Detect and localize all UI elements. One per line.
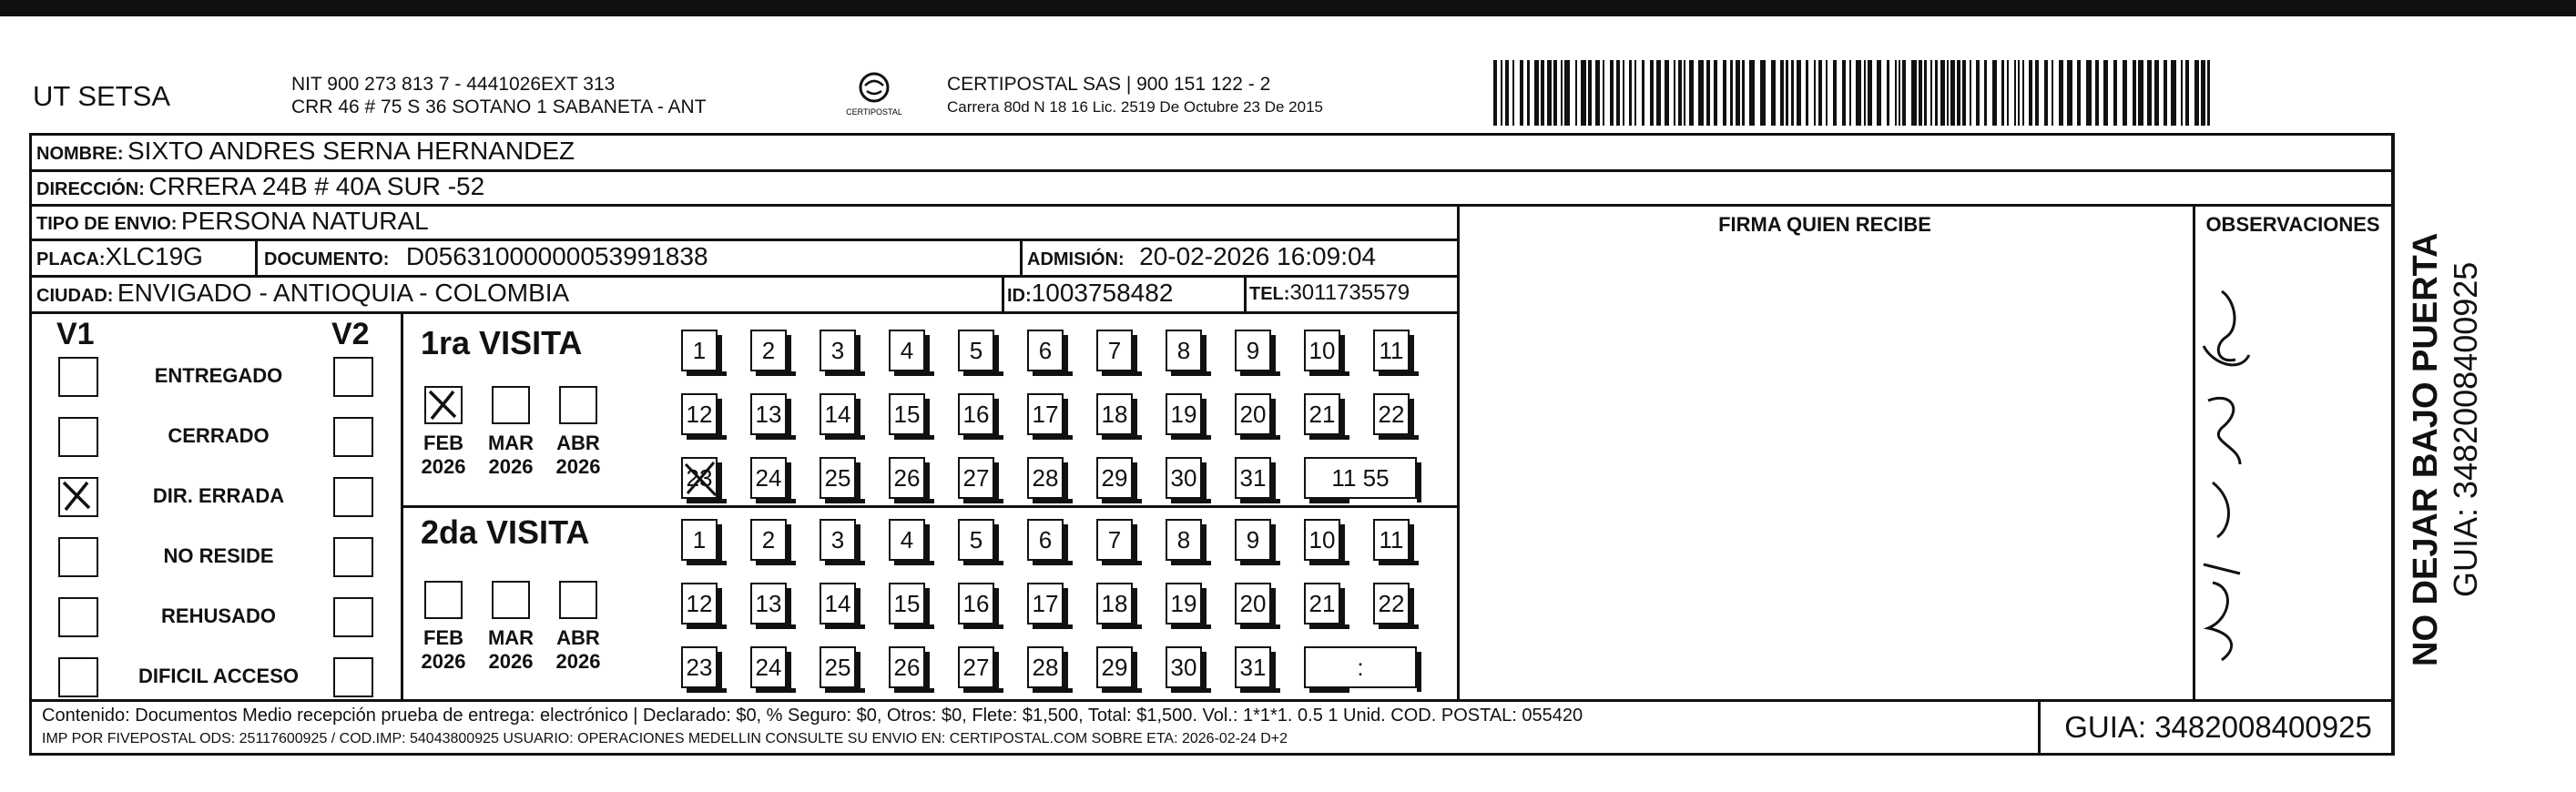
visit2-day-cell[interactable]: 16: [958, 583, 994, 624]
visit2-year-label: 2026: [421, 650, 466, 673]
visit2-day-cell[interactable]: 28: [1027, 646, 1064, 688]
visit1-day-cell[interactable]: 11: [1373, 330, 1410, 371]
rule-id-tel: [1244, 275, 1247, 311]
tipo-envio-label: TIPO DE ENVIO:: [36, 214, 178, 234]
status-checkbox-v2[interactable]: [333, 597, 373, 637]
visit2-day-cell[interactable]: 7: [1096, 519, 1133, 561]
nombre-label: NOMBRE:: [36, 144, 124, 164]
check-x-icon: [426, 388, 459, 421]
certipostal-logo: [838, 69, 911, 120]
visit1-day-cell[interactable]: 7: [1096, 330, 1133, 371]
visit1-day-cell[interactable]: 5: [958, 330, 994, 371]
documento-label: DOCUMENTO:: [264, 249, 390, 269]
footer-guia: GUIA: 3482008400925: [2064, 710, 2372, 744]
visit1-day-cell[interactable]: 13: [750, 393, 787, 435]
visit2-month-label: FEB: [423, 626, 463, 649]
visit2-day-cell[interactable]: 26: [889, 646, 925, 688]
visit2-time-box[interactable]: :: [1304, 646, 1417, 688]
visit2-title: 2da VISITA: [421, 513, 590, 551]
visit2-day-cell[interactable]: 24: [750, 646, 787, 688]
visit2-day-cell[interactable]: 15: [889, 583, 925, 624]
visit1-day-cell[interactable]: 28: [1027, 457, 1064, 499]
status-checkbox-v2[interactable]: [333, 417, 373, 457]
visit1-day-cell[interactable]: 3: [820, 330, 856, 371]
logo-text: CERTIPOSTAL: [846, 107, 902, 117]
admision-field: [1027, 242, 1376, 271]
ciudad-value: ENVIGADO - ANTIOQUIA - COLOMBIA: [117, 279, 570, 307]
visit2-year-label: 2026: [488, 650, 534, 673]
visit2-day-cell[interactable]: 11: [1373, 519, 1410, 561]
visit2-day-cell[interactable]: 5: [958, 519, 994, 561]
tipo-envio-field: [36, 207, 429, 236]
check-x-icon: [683, 459, 719, 499]
visit1-day-cell[interactable]: 25: [820, 457, 856, 499]
status-checkbox-v1[interactable]: [58, 477, 98, 517]
ciudad-label: CIUDAD:: [36, 286, 114, 306]
visit1-day-cell[interactable]: 8: [1166, 330, 1202, 371]
visit1-day-cell[interactable]: 26: [889, 457, 925, 499]
rule-visits: [401, 505, 1457, 508]
company-nit: [291, 73, 707, 118]
rule-ciudad: [29, 311, 1457, 314]
visit1-day-cell[interactable]: 19: [1166, 393, 1202, 435]
status-checkbox-v1[interactable]: [58, 657, 98, 697]
visit2-day-cell[interactable]: 14: [820, 583, 856, 624]
nit-line-2: CRR 46 # 75 S 36 SOTANO 1 SABANETA - ANT: [291, 96, 707, 117]
visit2-day-cell[interactable]: 20: [1235, 583, 1271, 624]
v1-header: V1: [56, 317, 95, 351]
direccion-label: DIRECCIÓN:: [36, 179, 145, 199]
visit1-day-cell[interactable]: 10: [1304, 330, 1340, 371]
visit2-day-cell[interactable]: 29: [1096, 646, 1133, 688]
tipo-envio-value: PERSONA NATURAL: [180, 207, 429, 235]
visit1-year-label: 2026: [421, 455, 466, 478]
firma-header: FIRMA QUIEN RECIBE: [1718, 213, 1931, 236]
visit2-day-cell[interactable]: 13: [750, 583, 787, 624]
status-label: REHUSADO: [161, 604, 276, 627]
status-label: DIR. ERRADA: [152, 484, 285, 507]
visit1-day-cell[interactable]: 30: [1166, 457, 1202, 499]
visit2-month-box-feb[interactable]: [424, 581, 463, 619]
visit1-month-label: FEB: [423, 432, 463, 454]
visit1-day-cell[interactable]: 29: [1096, 457, 1133, 499]
status-checkbox-v1[interactable]: [58, 597, 98, 637]
status-checkbox-v1[interactable]: [58, 357, 98, 397]
signature-drawing: [2185, 273, 2267, 674]
placa-label: PLACA:: [36, 249, 106, 269]
visit1-day-cell[interactable]: 20: [1235, 393, 1271, 435]
nombre-field: [36, 137, 575, 166]
visit1-month-box-abr[interactable]: [559, 386, 597, 424]
visit2-day-cell[interactable]: 23: [681, 646, 718, 688]
check-x-icon: [60, 479, 93, 512]
visit2-month-label: ABR: [556, 626, 600, 649]
visit2-day-cell[interactable]: 9: [1235, 519, 1271, 561]
visit1-day-cell[interactable]: 14: [820, 393, 856, 435]
id-label: ID:: [1007, 286, 1032, 306]
visit1-day-cell[interactable]: 23: [681, 457, 718, 499]
visit1-month-box-feb[interactable]: [424, 386, 463, 424]
documento-value: D05631000000053991838: [405, 242, 708, 270]
status-checkbox-v2[interactable]: [333, 657, 373, 697]
visit2-month-box-abr[interactable]: [559, 581, 597, 619]
visit1-day-cell[interactable]: 12: [681, 393, 718, 435]
visit2-day-cell[interactable]: 10: [1304, 519, 1340, 561]
rule-firma-left: [1457, 204, 1460, 699]
ciudad-field: [36, 279, 569, 308]
visit2-day-cell[interactable]: 3: [820, 519, 856, 561]
top-edge-bar: [0, 0, 2576, 16]
visit2-day-cell[interactable]: 22: [1373, 583, 1410, 624]
visit2-year-label: 2026: [555, 650, 601, 673]
visit1-day-cell[interactable]: 31: [1235, 457, 1271, 499]
visit2-day-cell[interactable]: 18: [1096, 583, 1133, 624]
observaciones-header: OBSERVACIONES: [2205, 213, 2380, 236]
visit1-day-cell[interactable]: 18: [1096, 393, 1133, 435]
cert-line-1: CERTIPOSTAL SAS | 900 151 122 - 2: [947, 74, 1271, 95]
visit2-day-cell[interactable]: 12: [681, 583, 718, 624]
visit2-day-cell[interactable]: 30: [1166, 646, 1202, 688]
side-warning: NO DEJAR BAJO PUERTA: [2407, 232, 2445, 666]
placa-field: [36, 242, 203, 271]
direccion-field: [36, 172, 484, 201]
company-name: UT SETSA: [33, 80, 171, 112]
tel-label: TEL:: [1249, 284, 1290, 304]
side-guia: GUIA: 3482008400925: [2447, 261, 2484, 597]
visit1-month-label: ABR: [556, 432, 600, 454]
visit1-day-cell[interactable]: 9: [1235, 330, 1271, 371]
rule-obs-right: [2391, 133, 2394, 756]
rule-placa-doc: [255, 239, 258, 275]
admision-label: ADMISIÓN:: [1027, 249, 1125, 269]
visit2-day-cell[interactable]: 4: [889, 519, 925, 561]
rule-status-right: [401, 311, 403, 699]
status-checkbox-v2[interactable]: [333, 477, 373, 517]
rule-doc-adm: [1020, 239, 1023, 275]
nit-line-1: NIT 900 273 813 7 - 4441026EXT 313: [291, 74, 616, 95]
visit1-day-cell[interactable]: 16: [958, 393, 994, 435]
status-label: CERRADO: [168, 424, 270, 447]
visit2-day-cell[interactable]: 21: [1304, 583, 1340, 624]
status-checkbox-v2[interactable]: [333, 537, 373, 577]
footer-line-1: Contenido: Documentos Medio recepción prueba de entrega: electrónico | Declarado: $0, % Seguro: $0, Otros: $0, Flete: $1,500, Total: $1,500. Vol.: 1*1*1. 0.5 1 Unid. COD. POSTAL: 055420: [42, 706, 1583, 726]
visit1-day-cell[interactable]: 2: [750, 330, 787, 371]
rule-tipo: [29, 239, 1457, 241]
barcode: [1493, 60, 2213, 126]
visit1-day-cell[interactable]: 22: [1373, 393, 1410, 435]
visit2-day-cell[interactable]: 8: [1166, 519, 1202, 561]
visit1-month-label: MAR: [487, 432, 535, 454]
visit1-title: 1ra VISITA: [421, 324, 583, 361]
visit1-month-box-mar[interactable]: [492, 386, 530, 424]
rule-footer-guia: [2038, 699, 2041, 756]
visit2-day-cell[interactable]: 1: [681, 519, 718, 561]
visit1-year-label: 2026: [488, 455, 534, 478]
admision-value: 20-02-2026 16:09:04: [1139, 242, 1377, 270]
visit1-day-cell[interactable]: 4: [889, 330, 925, 371]
id-field: [1007, 279, 1173, 308]
status-checkbox-v1[interactable]: [58, 417, 98, 457]
rule-placa: [29, 275, 1457, 278]
visit2-day-cell[interactable]: 2: [750, 519, 787, 561]
rule-ciudad-id: [1002, 275, 1004, 311]
certipostal-info: [947, 73, 1323, 118]
visit2-day-cell[interactable]: 27: [958, 646, 994, 688]
visit2-day-cell[interactable]: 25: [820, 646, 856, 688]
visit2-day-cell[interactable]: 6: [1027, 519, 1064, 561]
visit2-day-cell[interactable]: 31: [1235, 646, 1271, 688]
documento-field: [264, 242, 708, 271]
visit1-day-cell[interactable]: 27: [958, 457, 994, 499]
visit1-year-label: 2026: [555, 455, 601, 478]
tel-value: 3011735579: [1289, 280, 1410, 305]
status-checkbox-v1[interactable]: [58, 537, 98, 577]
visit2-month-box-mar[interactable]: [492, 581, 530, 619]
status-label: NO RESIDE: [163, 544, 274, 567]
visit1-day-cell[interactable]: 24: [750, 457, 787, 499]
cert-line-2: Carrera 80d N 18 16 Lic. 2519 De Octubre 23 De 2015: [947, 98, 1323, 116]
visit1-day-cell[interactable]: 6: [1027, 330, 1064, 371]
visit1-day-cell[interactable]: 15: [889, 393, 925, 435]
footer-line-2: IMP POR FIVEPOSTAL ODS: 25117600925 / COD.IMP: 54043800925 USUARIO: OPERACIONES MEDELLIN CONSULTE SU ENVIO EN: CERTIPOSTAL.COM SOBRE ETA: 2026-02-24 D+2: [42, 731, 1288, 746]
placa-value: XLC19G: [105, 242, 203, 270]
tel-field: [1249, 280, 1410, 306]
visit2-day-cell[interactable]: 17: [1027, 583, 1064, 624]
visit1-time-box[interactable]: 11 55: [1304, 457, 1417, 499]
visit1-day-cell[interactable]: 17: [1027, 393, 1064, 435]
visit2-month-label: MAR: [487, 626, 535, 649]
visit1-day-cell[interactable]: 21: [1304, 393, 1340, 435]
visit2-day-cell[interactable]: 19: [1166, 583, 1202, 624]
visit1-day-cell[interactable]: 1: [681, 330, 718, 371]
direccion-value: CRRERA 24B # 40A SUR -52: [148, 172, 485, 200]
v2-header: V2: [331, 317, 370, 351]
status-label: ENTREGADO: [154, 364, 283, 387]
id-value: 1003758482: [1031, 279, 1174, 307]
status-label: DIFICIL ACCESO: [137, 665, 299, 687]
nombre-value: SIXTO ANDRES SERNA HERNANDEZ: [127, 137, 575, 165]
status-checkbox-v2[interactable]: [333, 357, 373, 397]
